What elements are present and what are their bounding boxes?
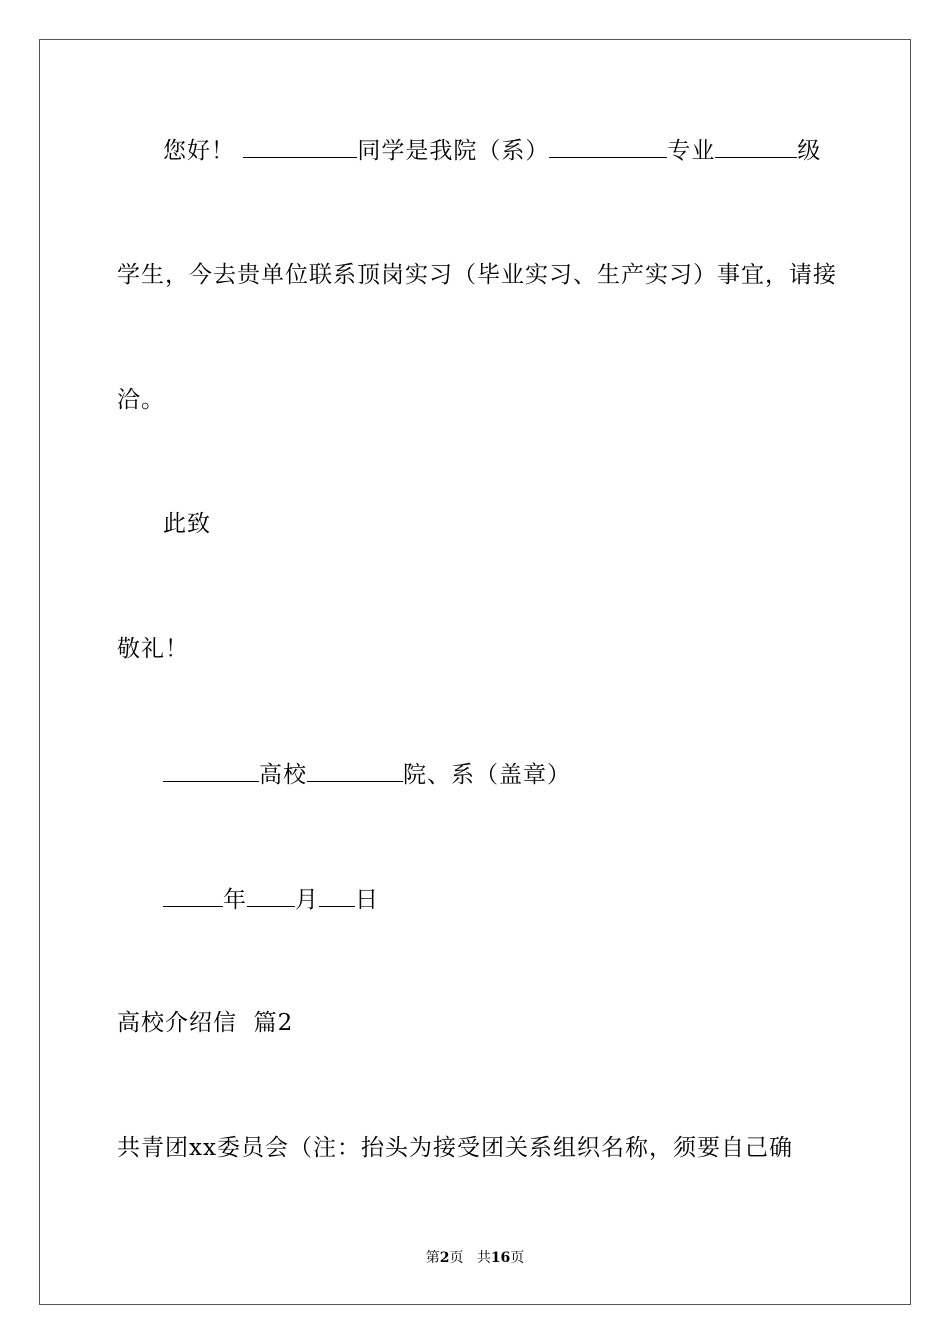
letter-line-2: 学生，今去贵单位联系顶岗实习（毕业实习、生产实习）事宜，请接 (117, 262, 837, 288)
blank-department (549, 135, 667, 158)
closing-salutation: 此致 (163, 511, 211, 537)
sign-school-label: 高校 (259, 762, 307, 788)
page-border (39, 39, 911, 1305)
closing-respect: 敬礼！ (117, 636, 189, 662)
date-month-label: 月 (295, 887, 319, 913)
footer-total-number: 16 (490, 1250, 511, 1266)
page-footer (0, 1247, 950, 1267)
blank-grade (715, 135, 797, 158)
blank-month (247, 884, 295, 907)
blank-department-sign (307, 759, 403, 782)
line1-text-3: 专业 (667, 138, 716, 164)
blank-school (163, 759, 259, 782)
sign-dept-label: 院、系（盖章） (403, 762, 571, 788)
letter-line-3: 洽。 (117, 387, 165, 413)
letter-line-1 (163, 135, 821, 166)
footer-page-number: 2 (439, 1250, 450, 1266)
blank-year (163, 884, 223, 907)
line1-text-4: 级 (797, 138, 822, 164)
section-first-line: 共青团xx委员会（注：抬头为接受团关系组织名称，须要自己确 (117, 1135, 793, 1161)
blank-day (319, 884, 355, 907)
footer-total-prefix: 共 (476, 1250, 491, 1266)
footer-page-prefix: 第 (425, 1250, 440, 1266)
blank-student-name (243, 135, 357, 158)
section-title: 高校介绍信 篇2 (117, 1010, 294, 1036)
footer-page-suffix: 页 (449, 1250, 464, 1266)
signature-line (163, 759, 571, 790)
greeting: 您好！ (163, 138, 235, 164)
date-day-label: 日 (355, 887, 379, 913)
line1-text-2: 同学是我院（系） (357, 138, 550, 164)
footer-total-suffix: 页 (510, 1250, 525, 1266)
date-line (163, 884, 379, 915)
date-year-label: 年 (223, 887, 247, 913)
